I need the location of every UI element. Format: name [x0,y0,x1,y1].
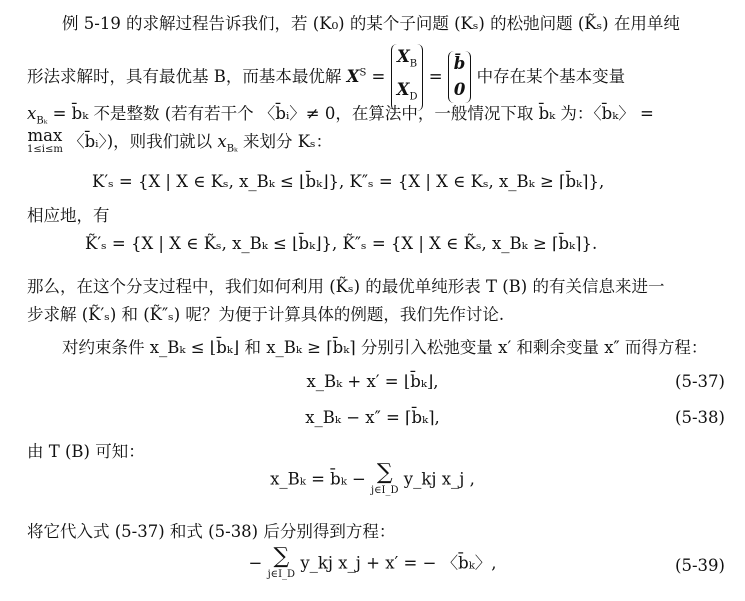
matrix-b-zero [448,51,472,103]
x-bk-var: x [27,104,37,123]
text-substitute: 将它代入式 (5-37) 和式 (5-38) 后分别得到方程： [27,522,396,541]
para1-line3-text: = b̄ₖ 不是整数 (若有若干个 〈b̄ᵢ〉≠ 0，在算法中，一般情况下取 b̄ₖ 为：〈b̄ₖ〉 = [52,104,654,123]
basic-solution-sup: S [359,67,367,79]
para1-line1: 例 5-19 的求解过程告诉我们，若 (K₀) 的某个子问题 (Kₛ) 的松弛问题 (K̃ₛ) 在用单纯 [62,14,680,33]
para1-line2-text-a: 形法求解时，具有最优基 B，而基本最优解 [27,66,342,86]
x-bk-sub-2: Bₖ [226,143,238,155]
equation-number-5-37: (5-37) [675,372,725,391]
matrix-bbar: b̄ [453,54,466,74]
para3-line: 对约束条件 x_Bₖ ≤ ⌊b̄ₖ⌋ 和 x_Bₖ ≥ ⌈b̄ₖ⌉ 分别引入松弛变量 x′ 和剩余变量 x″ 而得方程： [62,338,708,357]
para1-line2-text-b: 中存在某个基本变量 [476,66,626,86]
basic-solution-symbol: X [346,66,360,86]
sum-eq-term: y_kj x_j , [403,469,475,489]
equation-5-38: x_Bₖ − x″ = ⌈b̄ₖ⌉, [305,408,440,427]
sigma-symbol-39: ∑ [273,544,290,569]
equation-ks-tilde-split: K̃′ₛ = {X | X ∈ K̃ₛ, x_Bₖ ≤ ⌊b̄ₖ⌋}, K̃″ₛ = {X | X ∈ K̃ₛ, x_Bₖ ≥ ⌈b̄ₖ⌉}. [85,234,598,253]
sum-limit: j∈I_D [371,485,399,496]
para1-line4 [27,125,333,157]
matrix-zero: 0 [453,80,466,100]
text-accordingly: 相应地，有 [27,206,110,225]
max-word: max [27,125,63,145]
sum-operator-39 [268,546,295,582]
equals-sign-2: = [428,66,443,86]
max-limit: 1≤i≤m [27,143,63,155]
matrix-xb-sub: B [409,58,418,70]
max-operator [27,125,63,157]
equation-number-5-38: (5-38) [675,408,725,427]
equation-number-5-39: (5-39) [675,556,725,575]
x-bk-sub: Bₖ [36,115,48,127]
text-from-tb: 由 T (B) 可知： [27,442,145,461]
matrix-xd-sub: D [409,91,418,103]
equation-5-37: x_Bₖ + x′ = ⌊b̄ₖ⌋, [306,372,439,391]
equals-sign-1: = [371,66,386,86]
matrix-xd: X [396,80,410,100]
sum-limit-39: j∈I_D [267,569,296,580]
x-bk-var-2: x [217,132,227,151]
para1-line3 [27,100,654,126]
sum-operator [371,462,398,498]
sum-eq-lhs: x_Bₖ = b̄ₖ − [270,469,366,489]
para1-line4-text-c: 来划分 Kₛ： [242,132,333,151]
eq39-term: y_kj x_j + x′ = − 〈b̄ₖ〉, [300,553,497,573]
para2-line1: 那么，在这个分支过程中，我们如何利用 (K̃ₛ) 的最优单纯形表 T (B) 的有关信息来进一 [27,277,665,296]
matrix-xb: X [396,47,410,66]
para2-line2: 步求解 (K̃′ₛ) 和 (K̃″ₛ) 呢？为便于计算具体的例题，我们先作讨论. [27,305,505,324]
equation-x-bk-expansion [0,462,745,498]
equation-5-39 [0,546,745,582]
eq39-pre: − [248,553,263,573]
para1-line4-text-b: 〈b̄ᵢ〉)，则我们就以 [68,132,213,151]
equation-ks-split: K′ₛ = {X | X ∈ Kₛ, x_Bₖ ≤ ⌊b̄ₖ⌋}, K″ₛ = {X | X ∈ Kₛ, x_Bₖ ≥ ⌈b̄ₖ⌉}, [92,172,605,191]
sigma-symbol: ∑ [376,460,393,485]
